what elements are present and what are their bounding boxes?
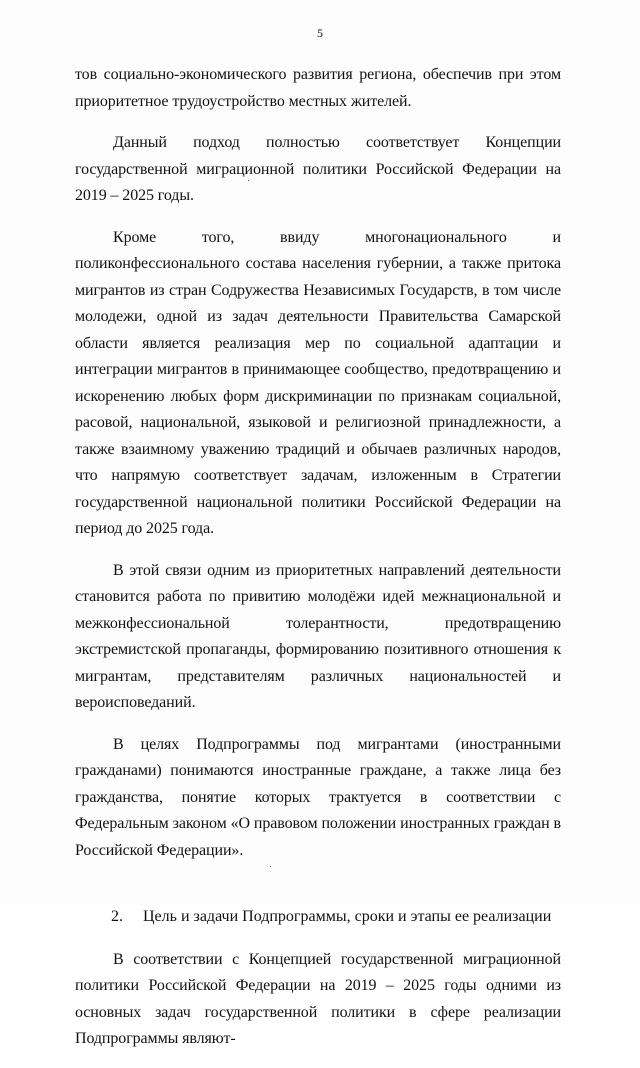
section-heading <box>75 904 561 931</box>
section-number: 2. <box>111 908 123 925</box>
paragraph: Данный подход полностью соответствует Концепции государственной миграционной политики Российской Федерации на 2019 – 2025 годы. <box>75 134 561 204</box>
paragraph: В соответствии с Концепцией государственной миграционной политики Российской Федерации на 2019 – 2025 годы одними из основных задач государственной политики в сфере реализации Подпрограммы являют- <box>75 950 561 1047</box>
section-title: Цель и задачи Подпрограммы, сроки и этапы ее реализации <box>143 908 552 925</box>
paragraph: Кроме того, ввиду многонационального и поликонфессионального состава населения губернии, а также притока мигрантов из стран Содружества Независимых Государств, в том числе молодежи, одной из задач деятельности Правительства Самарской области является реализация мер по социальной адаптации и интеграции мигрантов в принимающее сообщество, предотвращению и искоренению любых форм дискриминации по признакам социальной, расовой, национальной, языковой и религиозной принадлежности, а также взаимному уважению традиций и обычаев различных народов, что напрямую соответствует задачам, изложенным в Стратегии государственной национальной политики Российской Федерации на период до 2025 года. <box>75 228 561 537</box>
paragraph-continuation: тов социально-экономического развития региона, обеспечив при этом приоритетное трудоустройство местных жителей. <box>75 66 561 110</box>
scan-speck <box>248 180 249 181</box>
page-number: 5 <box>317 26 323 40</box>
document-body <box>75 62 561 1068</box>
paragraph: В этой связи одним из приоритетных направлений деятельности становится работа по привитию молодёжи идей межнациональной и межконфессиональной толерантности, предотвращению экстремистской пропаганды, формированию позитивного отношения к мигрантам, представителям различных национальностей и вероисповеданий. <box>75 561 561 711</box>
scan-speck <box>270 866 271 867</box>
paragraph: В целях Подпрограммы под мигрантами (иностранными гражданами) понимаются иностранные граждане, а также лица без гражданства, понятие которых трактуется в соответствии с Федеральным законом «О правовом положении иностранных граждан в Российской Федерации». <box>75 735 561 859</box>
